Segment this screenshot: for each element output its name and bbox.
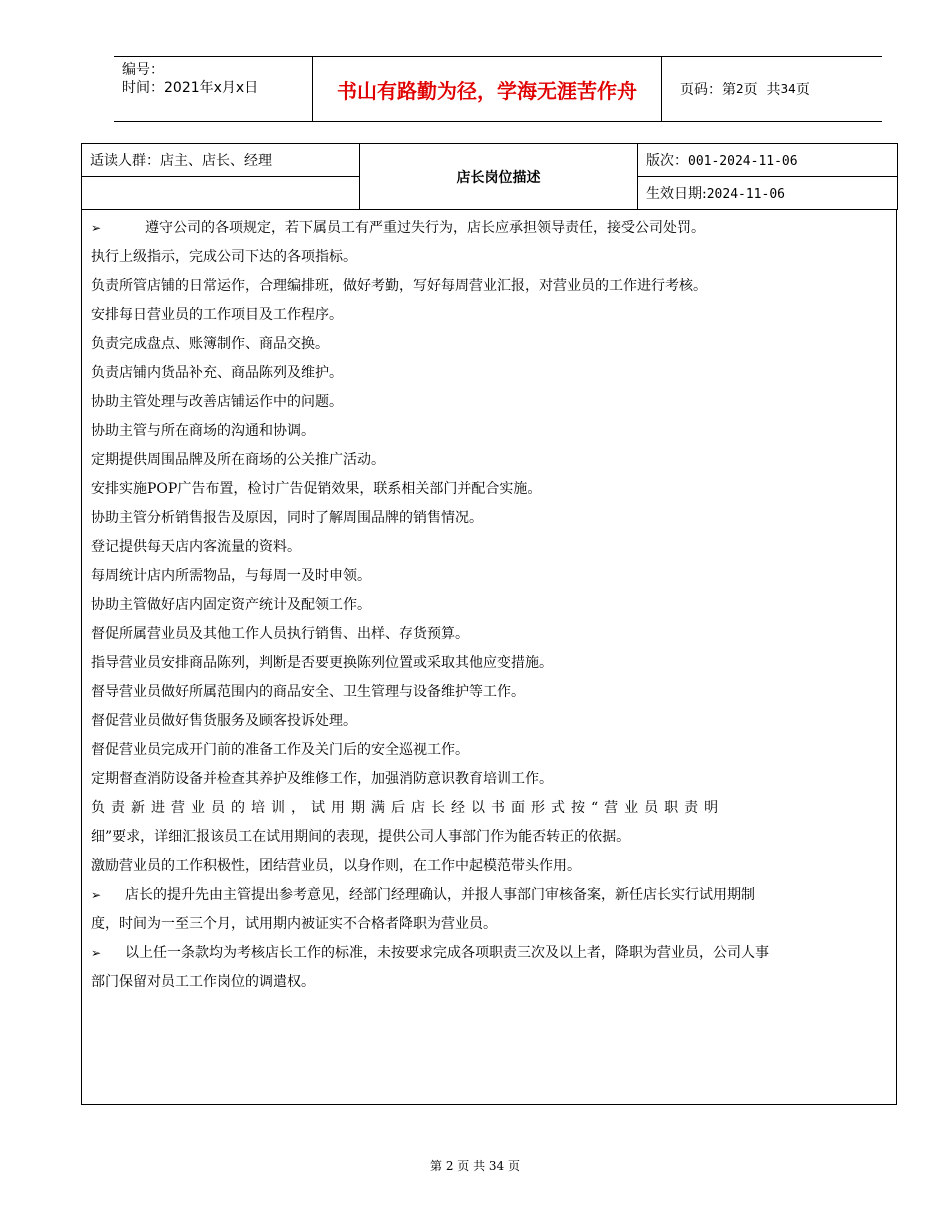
document-number-label: 编号： [122, 62, 164, 78]
list-item: 负责所管店铺的日常运作，合理编排班，做好考勤，写好每周营业汇报，对营业员的工作进行考核。 [91, 278, 707, 294]
list-item-training-line2: 细”要求，详细汇报该员工在试用期间的表现，提供公司人事部门作为能否转正的依据。 [91, 829, 631, 845]
content-box [81, 210, 897, 1105]
page-total: 34 [780, 82, 796, 96]
promotion-line2: 度，时间为一至三个月，试用期内被证实不合格者降职为营业员。 [91, 916, 497, 932]
list-item: 激励营业员的工作积极性，团结营业员，以身作则，在工作中起模范带头作用。 [91, 858, 581, 874]
list-item: 协助主管与所在商场的沟通和协调。 [91, 423, 315, 439]
header-motto: 书山有路勤为径，学海无涯苦作舟 [312, 57, 662, 121]
version-value: 001-2024-11-06 [688, 154, 798, 169]
list-item: 定期督查消防设备并检查其养护及维修工作，加强消防意识教育培训工作。 [91, 771, 553, 787]
effective-date-label: 生效日期: [646, 186, 707, 202]
list-item: 执行上级指示，完成公司下达的各项指标。 [91, 249, 357, 265]
effective-date-cell [638, 177, 898, 210]
list-item: 指导营业员安排商品陈列，判断是否要更换陈列位置或采取其他应变措施。 [91, 655, 553, 671]
list-item: 督促营业员完成开门前的准备工作及关门后的安全巡视工作。 [91, 742, 469, 758]
bullet-arrow-icon: ➢ [91, 221, 102, 235]
readers-cell: 适读人群：店主、店长、经理 [82, 144, 360, 177]
header-page-info [680, 57, 810, 121]
list-item: 协助主管处理与改善店铺运作中的问题。 [91, 394, 343, 410]
list-item: 督促营业员做好售货服务及顾客投诉处理。 [91, 713, 357, 729]
page-mid: 页 共 [743, 82, 781, 98]
list-item: 安排每日营业员的工作项目及工作程序。 [91, 307, 343, 323]
document-title: 店长岗位描述 [360, 144, 638, 210]
list-item-training-line1: 负责新进营业员的培训，试用期满后店长经以书面形式按“营业员职责明 [91, 800, 725, 816]
empty-cell [82, 177, 360, 210]
list-item: 定期提供周围品牌及所在商场的公关推广活动。 [91, 452, 385, 468]
list-item: 每周统计店内所需物品，与每周一及时申领。 [91, 568, 371, 584]
promotion-line1: ➢ 店长的提升先由主管提出参考意见，经部门经理确认，并报人事部门审核备案，新任店长实行试用期制 [91, 881, 887, 910]
list-item: ➢ 遵守公司的各项规定，若下属员工有严重过失行为，店长应承担领导责任，接受公司处罚。 [91, 214, 887, 243]
bullet-arrow-icon: ➢ [91, 946, 102, 960]
list-item: 负责完成盘点、账簿制作、商品交换。 [91, 336, 329, 352]
version-label: 版次： [646, 153, 688, 169]
meta-table [81, 143, 898, 210]
page-number: 2 [736, 82, 744, 96]
page-footer: 第 2 页 共 34 页 [430, 1159, 520, 1173]
list-item: 登记提供每天店内客流量的资料。 [91, 539, 301, 555]
header-info [122, 61, 258, 97]
bullet-arrow-icon: ➢ [91, 888, 102, 902]
version-cell [638, 144, 898, 177]
list-item: 协助主管分析销售报告及原因，同时了解周围品牌的销售情况。 [91, 510, 483, 526]
list-item: 协助主管做好店内固定资产统计及配领工作。 [91, 597, 371, 613]
document-time: 时间：2021年x月x日 [122, 80, 259, 96]
page-end: 页 [795, 82, 810, 98]
list-item: 督导营业员做好所属范围内的商品安全、卫生管理与设备维护等工作。 [91, 684, 525, 700]
standard-line1: ➢ 以上任一条款均为考核店长工作的标准，未按要求完成各项职责三次及以上者，降职为营业员，公司人事 [91, 939, 887, 968]
effective-date-value: 2024-11-06 [706, 187, 785, 202]
standard-line2: 部门保留对员工工作岗位的调遣权。 [91, 974, 315, 990]
list-item: 安排实施POP广告布置，检讨广告促销效果，联系相关部门并配合实施。 [91, 481, 542, 497]
duties-text [91, 214, 887, 997]
page-header [114, 56, 882, 122]
list-item: 督促所属营业员及其他工作人员执行销售、出样、存货预算。 [91, 626, 469, 642]
list-item: 负责店铺内货品补充、商品陈列及维护。 [91, 365, 343, 381]
page-label: 页码：第 [680, 82, 736, 98]
